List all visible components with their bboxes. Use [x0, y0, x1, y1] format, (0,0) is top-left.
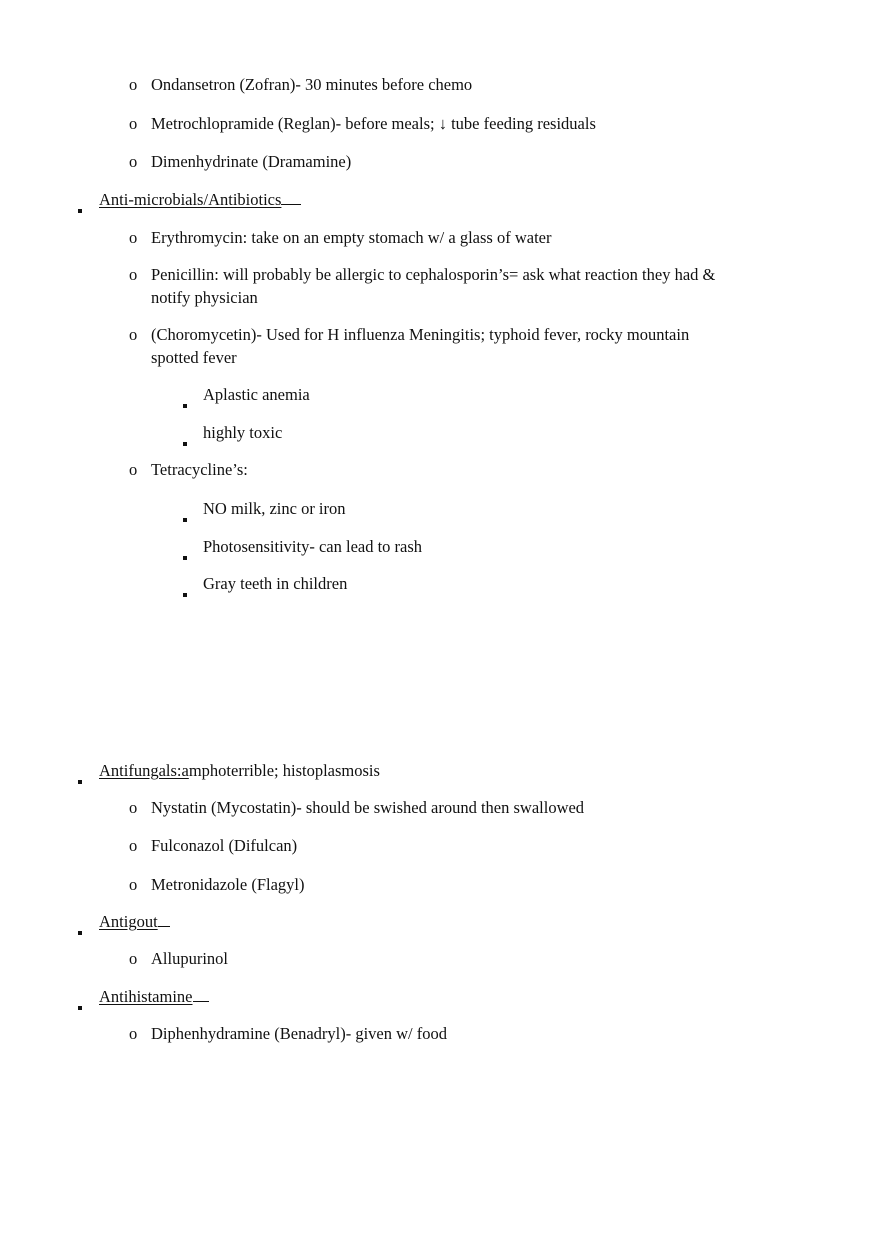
heading-text: Antigout: [99, 912, 158, 931]
heading-text-wrap: [99, 910, 170, 933]
item-text: highly toxic: [203, 423, 283, 442]
square-bullet-icon: [183, 545, 187, 565]
heading-text: Antihistamine: [99, 987, 193, 1006]
item-text: Nystatin (Mycostatin)- should be swished around then swallowed: [151, 798, 585, 817]
circle-bullet-icon: o: [129, 836, 138, 855]
item-text: Ondansetron (Zofran)- 30 minutes before chemo: [151, 75, 473, 94]
square-bullet-icon: [183, 431, 187, 451]
circle-bullet-icon: o: [129, 152, 138, 171]
item-text: Tetracycline’s:: [151, 460, 248, 479]
item-text: (Choromycetin)- Used for H influenza Meningitis; typhoid fever, rocky mountain spotted fever: [151, 325, 690, 367]
heading-text: Anti-microbials/Antibiotics: [99, 190, 282, 209]
heading-text-wrap: [99, 985, 209, 1008]
circle-bullet-icon: o: [129, 325, 138, 344]
square-bullet-icon: [183, 507, 187, 527]
item-text: Penicillin: will probably be allergic to cephalosporin’s= ask what reaction they had & notify physician: [151, 265, 716, 307]
item-text: Gray teeth in children: [203, 574, 348, 593]
item-text: Photosensitivity- can lead to rash: [203, 537, 423, 556]
item-text: Diphenhydramine (Benadryl)- given w/ food: [151, 1024, 448, 1043]
item-text: Metronidazole (Flagyl): [151, 875, 305, 894]
item-text: Fulconazol (Difulcan): [151, 836, 298, 855]
underline-tail: [158, 912, 170, 927]
item-text: Dimenhydrinate (Dramamine): [151, 152, 352, 171]
square-bullet-icon: [183, 582, 187, 602]
item-text: Allupurinol: [151, 949, 228, 968]
circle-bullet-icon: o: [129, 798, 138, 817]
item-text: NO milk, zinc or iron: [203, 499, 346, 518]
underline-tail: [193, 987, 209, 1002]
heading-text-wrap: [99, 188, 301, 211]
square-bullet-icon: [78, 769, 82, 789]
square-bullet-icon: [78, 920, 82, 940]
item-text: Metrochlopramide (Reglan)- before meals; ↓ tube feeding residuals: [151, 114, 596, 133]
square-bullet-icon: [78, 995, 82, 1015]
circle-bullet-icon: o: [129, 1024, 138, 1043]
circle-bullet-icon: o: [129, 228, 138, 247]
item-text: Erythromycin: take on an empty stomach w/ a glass of water: [151, 228, 552, 247]
heading-text: Antifungals:a: [99, 761, 189, 780]
circle-bullet-icon: o: [129, 949, 138, 968]
square-bullet-icon: [183, 393, 187, 413]
heading-rest-text: mphoterrible; histoplasmosis: [188, 761, 380, 780]
heading-text-wrap: [99, 759, 380, 782]
circle-bullet-icon: o: [129, 460, 138, 479]
underline-tail: [281, 190, 301, 205]
circle-bullet-icon: o: [129, 875, 138, 894]
circle-bullet-icon: o: [129, 75, 138, 94]
square-bullet-icon: [78, 198, 82, 218]
circle-bullet-icon: o: [129, 114, 138, 133]
item-text: Aplastic anemia: [203, 385, 310, 404]
circle-bullet-icon: o: [129, 265, 138, 284]
